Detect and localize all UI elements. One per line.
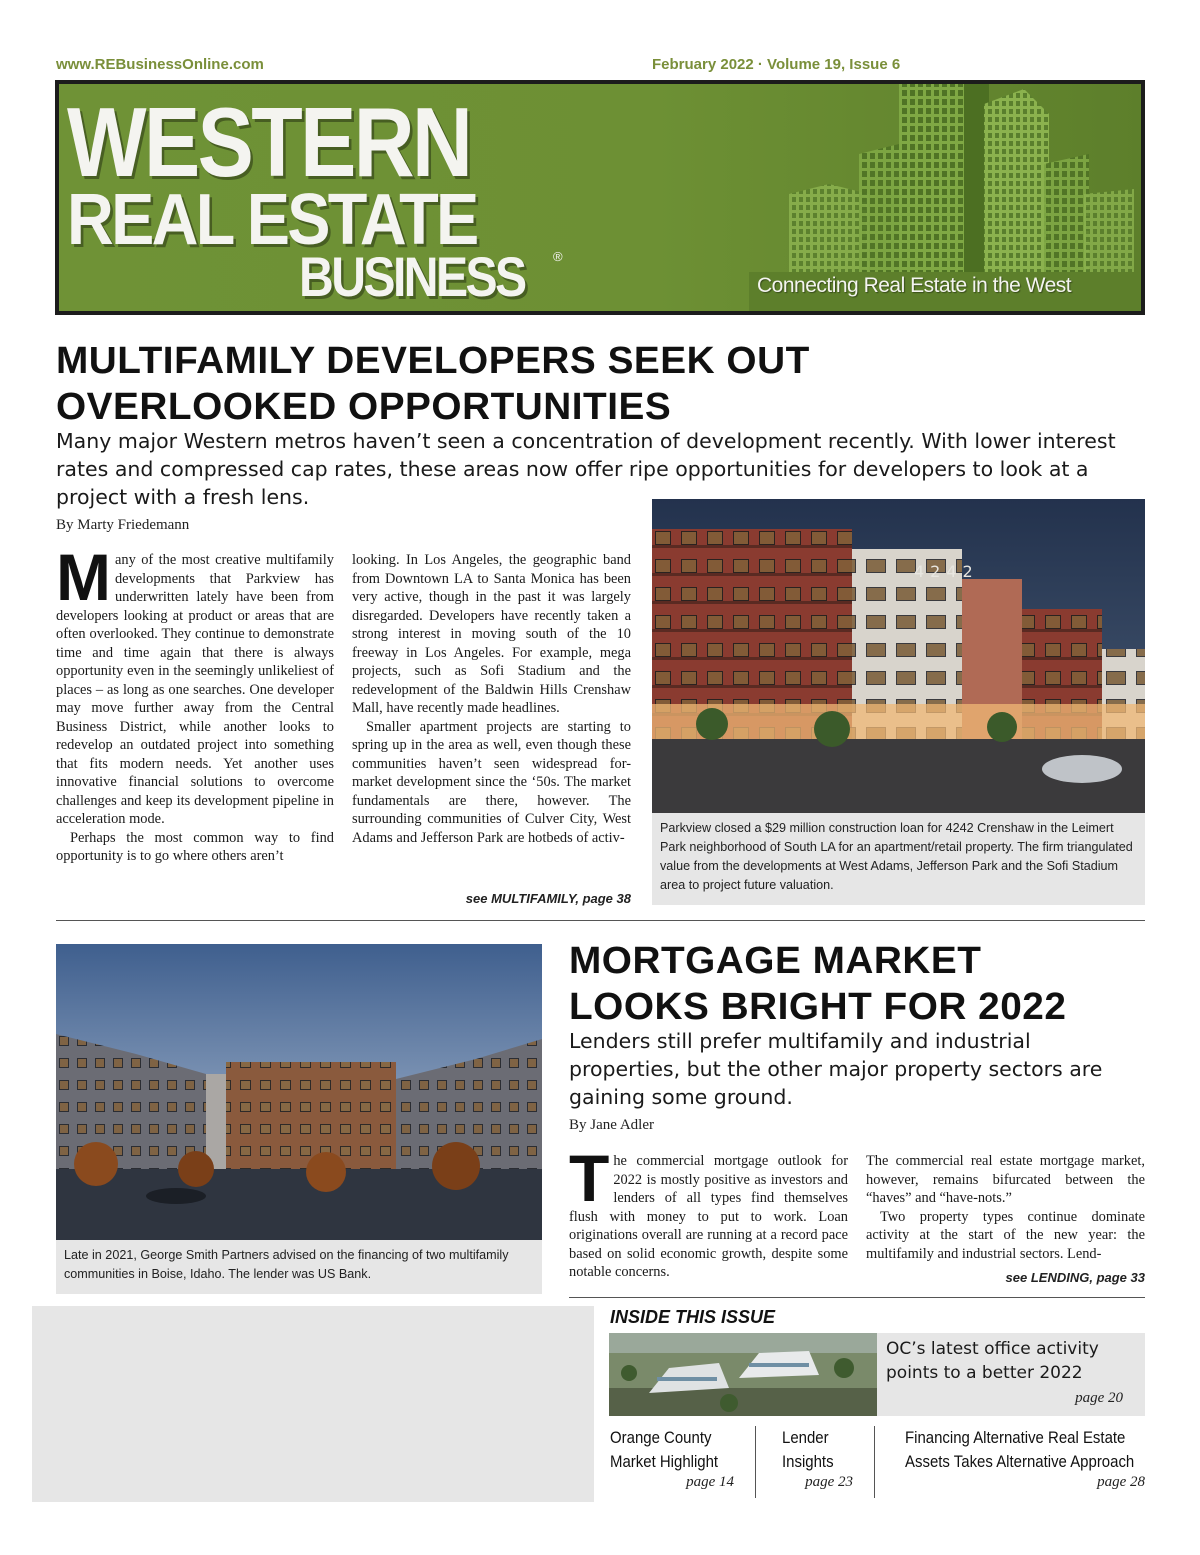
story1-col2-p1: looking. In Los Angeles, the geographic band from Downtown LA to Santa Monica has been very active, though in the past it was largely disregarded. Developers have recently taken a strong interest in moving south of the 10 freeway in Los Angeles. For example, mega projects, such as Sofi Stadium and the redevelopment of the Baldwin Hills Crenshaw Mall, have recently made headlines. (352, 552, 631, 716)
inside-divider-2 (874, 1426, 875, 1498)
story2-continued-link[interactable]: see LENDING, page 33 (1005, 1270, 1145, 1285)
story1-photo (652, 499, 1145, 813)
inside-feature-photo (609, 1333, 877, 1416)
masthead-tagline: Connecting Real Estate in the West (757, 274, 1072, 297)
inside-item-financing-alternative[interactable] (905, 1426, 1145, 1496)
inside-divider-1 (755, 1426, 756, 1498)
section-divider (56, 920, 1145, 921)
story2-photo (56, 944, 542, 1240)
inside-divider (569, 1297, 1145, 1298)
story2-column-1 (569, 1141, 848, 1282)
story2-col2-p2: Two property types continue dominate activity at the start of the new year: the multifamily and industrial sectors. Lend- (866, 1208, 1145, 1262)
inside-item-line1: Lender (782, 1428, 829, 1447)
inside-feature-line1: OC’s latest office activity (886, 1339, 1099, 1359)
inside-item-page: page 23 (805, 1474, 853, 1490)
story1-headline-line2: OVERLOOKED OPPORTUNITIES (56, 386, 672, 428)
inside-title: INSIDE THIS ISSUE (610, 1307, 776, 1327)
story2-caption: Late in 2021, George Smith Partners advised on the financing of two multifamily communities in Boise, Idaho. The lender was US Bank. (64, 1248, 509, 1281)
story2-byline: By Jane Adler (569, 1117, 654, 1133)
story1-dropcap: M (56, 540, 111, 614)
advertisement-placeholder (32, 1306, 594, 1502)
masthead-western: WESTERN (67, 87, 471, 197)
inside-feature-card[interactable] (877, 1333, 1145, 1416)
story2-headline-line2: LOOKS BRIGHT FOR 2022 (569, 986, 1067, 1028)
story2-col2-p1: The commercial real estate mortgage market, however, remains bifurcated between the “haves” and “have-nots.” (866, 1153, 1145, 1206)
inside-feature-line2: points to a better 2022 (886, 1363, 1083, 1383)
story2-deck: Lenders still prefer multifamily and industrial properties, but the other major property sectors are gaining some ground. (569, 1029, 1103, 1109)
story1-headline-line1: MULTIFAMILY DEVELOPERS SEEK OUT (56, 340, 810, 382)
story2-column-2 (866, 1152, 1145, 1263)
inside-item-orange-county[interactable] (610, 1426, 750, 1496)
inside-item-page: page 14 (686, 1474, 734, 1490)
inside-item-lender-insights[interactable] (782, 1426, 857, 1496)
website-url[interactable]: www.REBusinessOnline.com (56, 56, 264, 73)
story1-col1-p2: Perhaps the most common way to find opportunity is to go where others aren’t (56, 829, 334, 864)
inside-item-line2: Market Highlight (610, 1452, 719, 1471)
masthead (55, 80, 1145, 315)
story1-column-2 (352, 551, 631, 847)
inside-item-line2: Insights (782, 1452, 834, 1471)
issue-info: February 2022 · Volume 19, Issue 6 (652, 56, 901, 73)
story1-caption-box (652, 813, 1145, 905)
story1-column-1 (56, 540, 334, 866)
story1-deck: Many major Western metros haven’t seen a concentration of development recently. With lower interest rates and compressed cap rates, these areas now offer ripe opportunities for developers to look at a project with a fresh lens. (56, 429, 1116, 509)
story1-continued-link[interactable]: see MULTIFAMILY, page 38 (465, 891, 631, 906)
story1-byline: By Marty Friedemann (56, 517, 190, 533)
story2-caption-box (56, 1240, 542, 1294)
story2-headline[interactable] (569, 938, 1161, 1030)
story1-col2-p2: Smaller apartment projects are starting to spring up in the area as well, even though these communities haven’t seen widespread for-market development since the ‘50s. The market fundamentals are there, however. The surrounding communities of Culver City, West Adams and Jefferson Park are hotbeds of activ- (352, 718, 631, 846)
inside-feature-page: page 20 (1075, 1390, 1123, 1406)
story1-caption: Parkview closed a $29 million construction loan for 4242 Crenshaw in the Leimert Park neighborhood of South LA for an apartment/retail property. The firm triangulated value from the developments at West Adams, Jefferson Park and the Sofi Stadium area to project future valuation. (660, 821, 1133, 892)
story2-dropcap: T (569, 1141, 610, 1215)
masthead-real-estate: REAL ESTATE (67, 180, 477, 260)
registered-mark: ® (553, 249, 563, 264)
inside-item-page: page 28 (1097, 1474, 1145, 1490)
story2-col1-p1: he commercial mortgage outlook for 2022 is mostly positive as investors and lenders of all types find themselves flush with money to put to work. Loan originations overall are running at a record pace based on solid economic growth, despite some notable concerns. (569, 1153, 848, 1280)
masthead-business: BUSINESS (299, 245, 525, 308)
inside-item-line2: Assets Takes Alternative Approach (905, 1452, 1135, 1471)
inside-item-line1: Orange County (610, 1428, 712, 1447)
inside-item-line1: Financing Alternative Real Estate (905, 1428, 1126, 1447)
story2-headline-line1: MORTGAGE MARKET (569, 940, 982, 982)
story1-col1-p1: any of the most creative multifamily developments that Parkview has underwritten lately have been from developers looking at product or areas that are often overlooked. They continue to demonstrate time and time again that there is always opportunity even in the seemingly unlikeliest of places – as long as one searches. One developer may move further away from the Central Business District, while another looks to redevelop an outdated project into something that fits modern needs. Yet another uses innovative financial solutions to overcome challenges and keep its development pipeline in acceleration mode. (56, 552, 334, 827)
story1-headline[interactable] (56, 338, 974, 430)
photo-building-number: 4242 (914, 562, 979, 581)
